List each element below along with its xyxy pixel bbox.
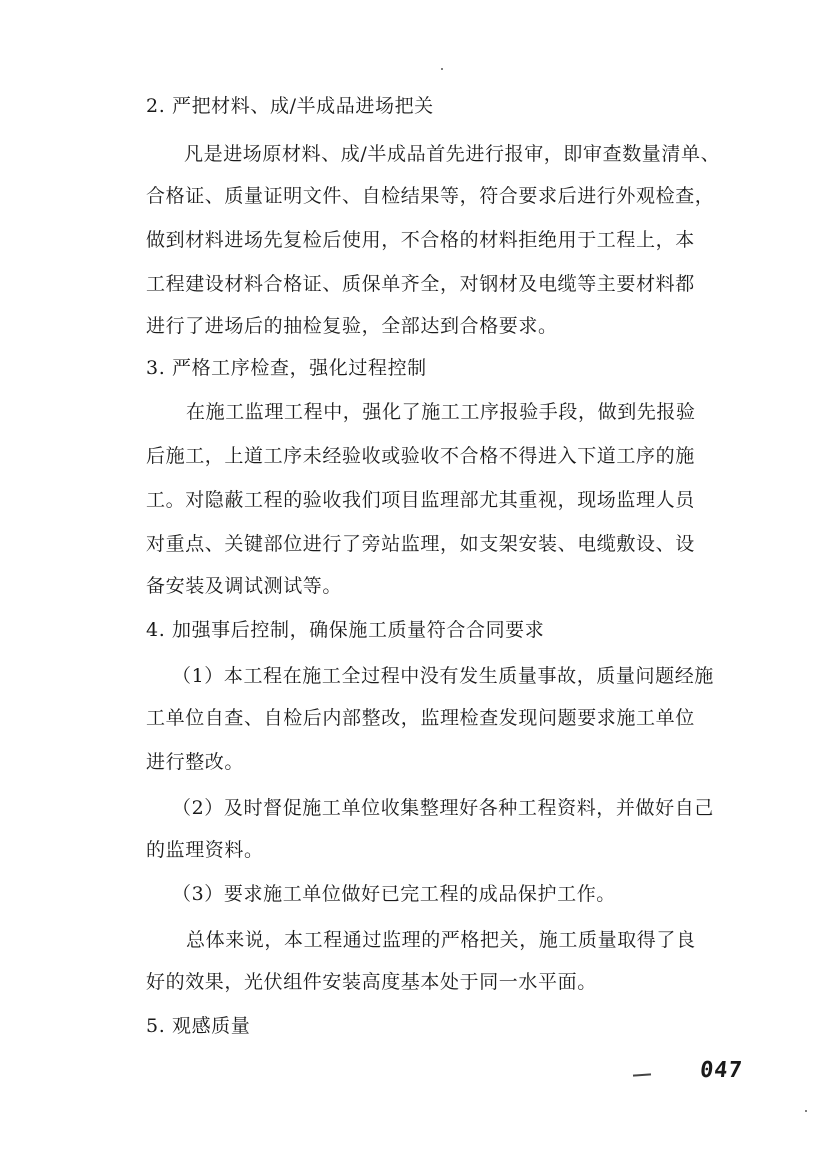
paragraph-line: 工程建设材料合格证、质保单齐全，对钢材及电缆等主要材料都 xyxy=(146,273,695,295)
list-item-line: 进行整改。 xyxy=(146,751,245,773)
paragraph-line: 备安装及调试测试等。 xyxy=(146,575,343,597)
paragraph-line: 做到材料进场先复检后使用，不合格的材料拒绝用于工程上，本 xyxy=(146,229,695,251)
paragraph-line: 合格证、质量证明文件、自检结果等，符合要求后进行外观检查， xyxy=(146,185,715,207)
list-item-line: 工单位自查、自检后内部整改，监理检查发现问题要求施工单位 xyxy=(146,707,695,729)
paragraph-line: 总体来说，本工程通过监理的严格把关，施工质量取得了良 xyxy=(186,929,696,951)
list-item-line: （2）及时督促施工单位收集整理好各种工程资料，并做好自己 xyxy=(172,797,714,819)
paragraph-line: 好的效果，光伏组件安装高度基本处于同一水平面。 xyxy=(146,971,597,993)
page-number: 047 xyxy=(698,1058,745,1083)
paragraph-line: 在施工监理工程中，强化了施工工序报验手段，做到先报验 xyxy=(186,401,696,423)
list-item-line: （1）本工程在施工全过程中没有发生质量事故，质量问题经施 xyxy=(172,665,714,687)
paragraph-line: 工。对隐蔽工程的验收我们项目监理部尤其重视，现场监理人员 xyxy=(146,489,695,511)
list-item-line: 的监理资料。 xyxy=(146,839,264,861)
paragraph-line: 凡是进场原材料、成/半成品首先进行报审，即审查数量清单、 xyxy=(184,143,721,165)
paragraph-line: 后施工，上道工序未经验收或验收不合格不得进入下道工序的施 xyxy=(146,445,695,467)
section-heading-5: 5. 观感质量 xyxy=(146,1015,251,1037)
section-heading-4: 4. 加强事后控制，确保施工质量符合合同要求 xyxy=(146,619,545,641)
list-item-line: （3）要求施工单位做好已完工程的成品保护工作。 xyxy=(172,883,616,905)
section-heading-3: 3. 严格工序检查，强化过程控制 xyxy=(146,357,427,379)
section-heading-2: 2. 严把材料、成/半成品进场把关 xyxy=(146,95,434,117)
scan-mark xyxy=(633,1073,651,1076)
paragraph-line: 对重点、关键部位进行了旁站监理，如支架安装、电缆敷设、设 xyxy=(146,533,695,555)
scan-speck xyxy=(441,68,443,70)
paragraph-line: 进行了进场后的抽检复验，全部达到合格要求。 xyxy=(146,315,558,337)
scan-speck xyxy=(805,1110,807,1112)
